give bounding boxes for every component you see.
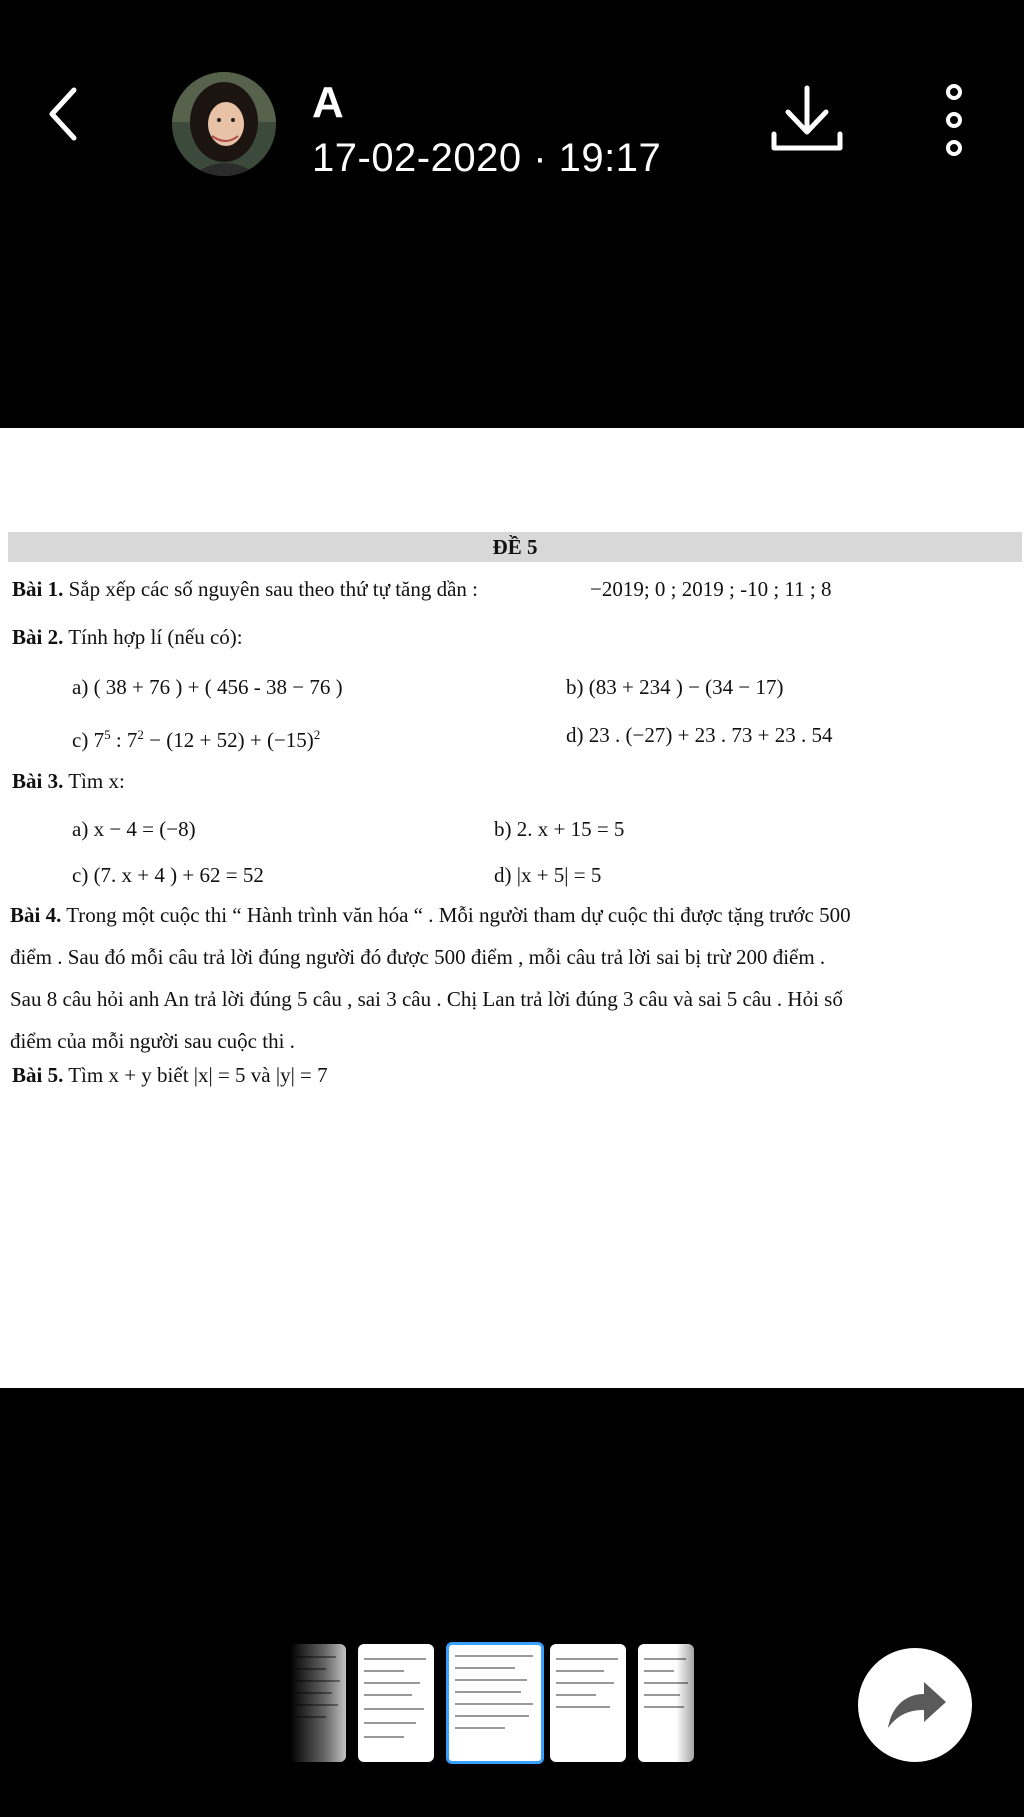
bai4-line1 [10,894,1016,936]
bai1-label: Bài 1. [12,577,64,601]
chevron-left-icon [40,82,88,146]
bai5-text: Tìm x + y biết |x| = 5 và |y| = 7 [68,1063,328,1087]
bai4-line4: điểm của mỗi người sau cuộc thi . [10,1029,295,1053]
download-icon [770,80,844,156]
bai2-c-part: : 7 [110,728,138,752]
bai2-c-part: − (12 + 52) + (−15) [143,728,314,752]
thumbnail-strip [290,1642,736,1766]
bai2-c-exponent: 2 [137,727,144,742]
bai3-c: c) (7. x + 4 ) + 62 = 52 [72,863,264,887]
bai2-line [12,624,243,650]
bai4-line3: Sau 8 câu hỏi anh An trả lời đúng 5 câu , sai 3 câu . Chị Lan trả lời đúng 3 câu và sai 5 câu . Hỏi số [10,987,843,1011]
bai5-line [12,1062,328,1088]
bai1-numbers: −2019; 0 ; 2019 ; -10 ; 11 ; 8 [590,577,832,601]
document-image[interactable] [0,428,1024,1388]
avatar-image [172,72,276,176]
thumbnail-4[interactable] [550,1644,626,1762]
download-button[interactable] [770,80,844,156]
bai2-c-exponent: 5 [104,727,111,742]
bai3-label: Bài 3. [12,769,64,793]
bai3-line [12,768,125,794]
bai2-a: a) ( 38 + 76 ) + ( 456 - 38 − 76 ) [72,675,343,699]
bai3-b: b) 2. x + 15 = 5 [494,817,625,841]
thumbnail-3-active[interactable] [446,1642,544,1764]
bai5-label: Bài 5. [12,1063,64,1087]
strip-fade-right [676,1642,736,1766]
bai1-line [12,576,478,602]
bai2-c-exponent: 2 [313,727,321,742]
strip-fade-left [290,1642,360,1766]
more-vertical-icon [938,80,970,160]
bai2-c [72,722,320,753]
document-title: ĐỀ 5 [8,532,1022,562]
thumbnail-2[interactable] [358,1644,434,1762]
bai4-line1-text: Trong một cuộc thi “ Hành trình văn hóa “ . Mỗi người tham dự cuộc thi được tặng trước 500 [66,903,851,927]
back-button[interactable] [40,82,88,146]
bai4-line2: điểm . Sau đó mỗi câu trả lời đúng người đó được 500 điểm , mỗi câu trả lời sai bị trừ 200 điểm . [10,945,826,969]
bai3-text: Tìm x: [68,769,125,793]
message-timestamp: 17-02-2020 · 19:17 [312,136,662,180]
bai2-b: b) (83 + 234 ) − (34 − 17) [566,675,784,699]
bai2-text: Tính hợp lí (nếu có): [68,625,243,649]
sender-name: A [312,78,344,127]
share-button[interactable] [858,1648,972,1762]
bai3-a: a) x − 4 = (−8) [72,817,196,841]
bai2-label: Bài 2. [12,625,64,649]
more-options-button[interactable] [938,80,970,160]
avatar[interactable] [172,72,276,176]
share-forward-icon [858,1648,972,1762]
bai4-label: Bài 4. [10,903,62,927]
bai4-paragraph [10,894,1016,1062]
bai3-d: d) |x + 5| = 5 [494,863,602,887]
bai2-d: d) 23 . (−27) + 23 . 73 + 23 . 54 [566,723,833,747]
bai2-c-part: c) 7 [72,728,105,752]
bai1-text: Sắp xếp các số nguyên sau theo thứ tự tăng dần : [68,577,479,601]
